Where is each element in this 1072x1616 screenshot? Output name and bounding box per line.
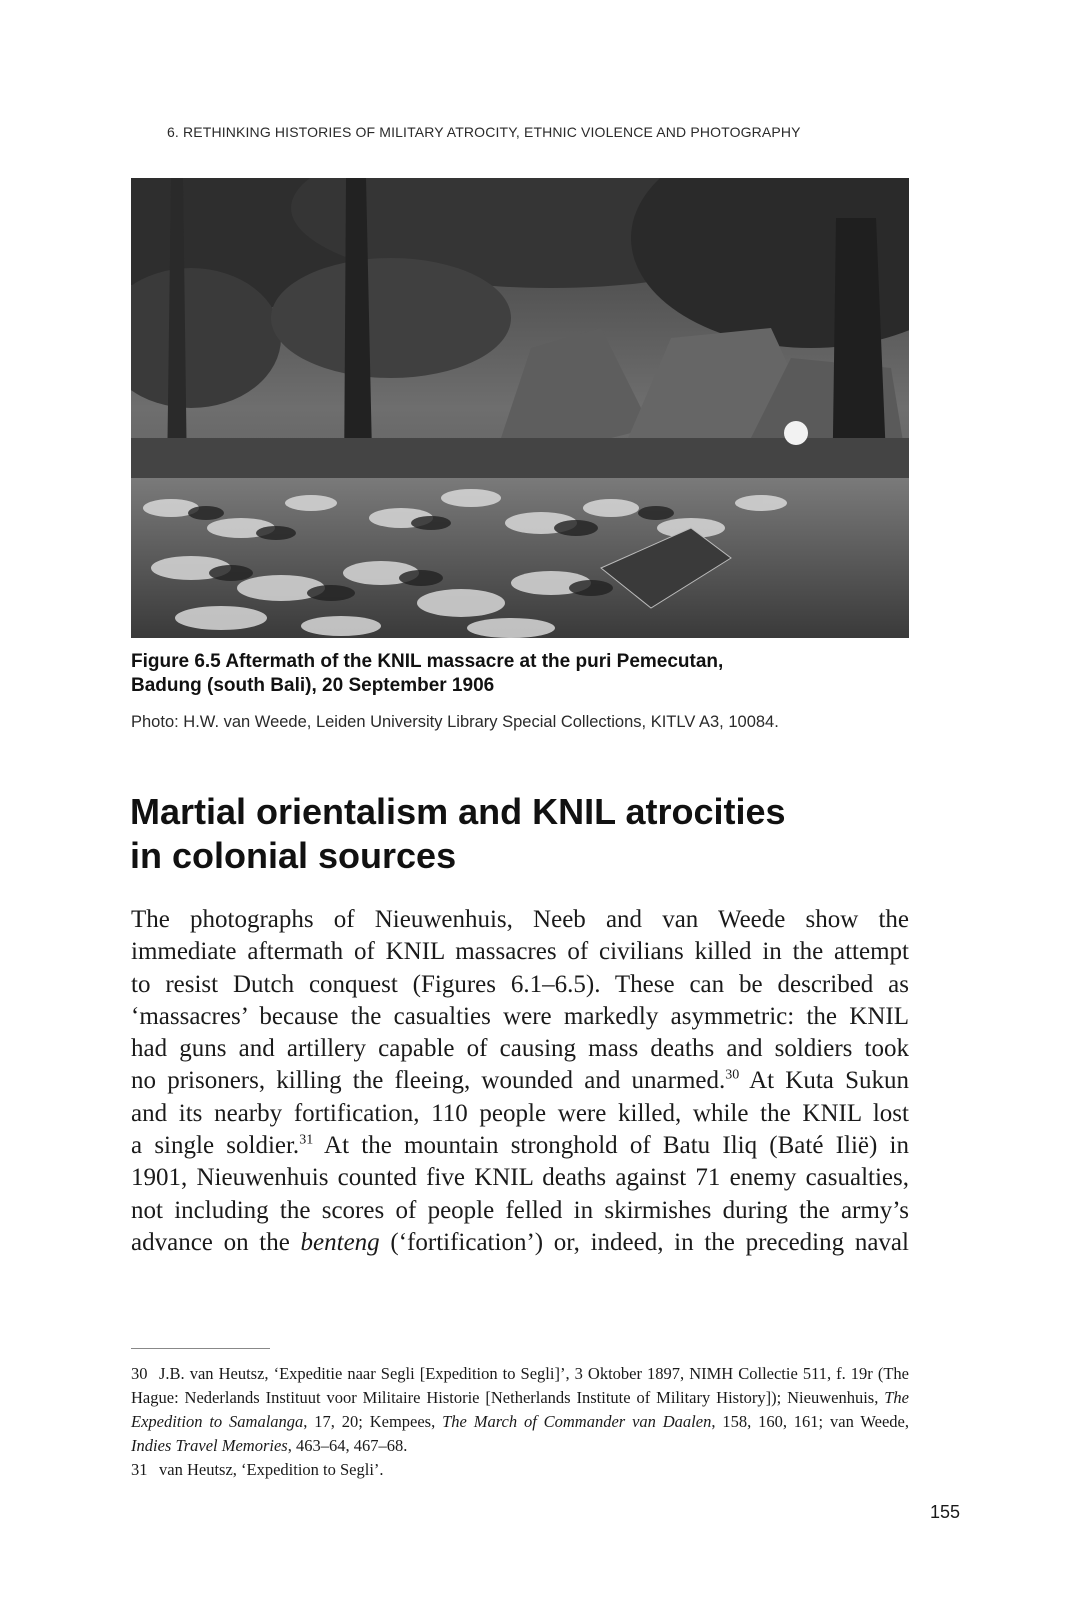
body-line: not including the scores of people felled in skirmishes during the army’s xyxy=(131,1196,909,1224)
body-text-segment: At Kuta Sukun xyxy=(739,1067,909,1095)
footnote-number: 30 xyxy=(131,1364,148,1383)
body-line xyxy=(131,1227,909,1259)
footnote-31 xyxy=(131,1458,909,1482)
body-paragraph xyxy=(131,904,909,1259)
body-text-segment: At the mountain stronghold of Batu Iliq (Baté Iliё) in xyxy=(313,1132,909,1160)
body-line xyxy=(131,1130,909,1162)
section-heading-line-2: in colonial sources xyxy=(130,835,457,876)
figure-caption-line-2: Badung (south Bali), 20 September 1906 xyxy=(131,675,495,696)
running-head: 6. RETHINKING HISTORIES OF MILITARY ATROCITY, ETHNIC VIOLENCE AND PHOTOGRAPHY xyxy=(167,124,801,140)
figure-photograph xyxy=(131,178,909,638)
figure-credit: Photo: H.W. van Weede, Leiden University Library Special Collections, KITLV A3, 10084. xyxy=(131,713,779,731)
footnote-title: Indies Travel Memories xyxy=(131,1436,288,1455)
body-text-segment: no prisoners, killing the fleeing, wounded and unarmed. xyxy=(131,1067,726,1095)
footnote-text: , 17, 20; Kempees, xyxy=(303,1412,443,1431)
page-number: 155 xyxy=(930,1502,961,1522)
figure-caption xyxy=(131,650,911,698)
body-line: and its nearby fortification, 110 people were killed, while the KNIL lost xyxy=(131,1099,909,1127)
figure-caption-line-1: Figure 6.5 Aftermath of the KNIL massacre at the puri Pemecutan, xyxy=(131,651,724,672)
footnote-title: The Expedition to Samalanga xyxy=(131,1388,909,1431)
footnote-ref-31[interactable]: 31 xyxy=(299,1132,314,1148)
body-line: 1901, Nieuwenhuis counted five KNIL deaths against 71 enemy casualties, xyxy=(131,1164,909,1192)
footnote-title: The March of Commander van Daalen xyxy=(442,1412,712,1431)
body-text-segment: (‘fortification’) or, indeed, in the preceding naval xyxy=(379,1228,909,1256)
section-heading xyxy=(130,790,910,878)
footnote-divider xyxy=(131,1348,270,1349)
section-heading-line-1: Martial orientalism and KNIL atrocities xyxy=(130,791,786,832)
body-line: ‘massacres’ because the casualties were markedly asymmetric: the KNIL xyxy=(131,1002,909,1030)
footnote-text: van Heutsz, ‘Expedition to Segli’. xyxy=(159,1460,384,1479)
italic-term: benteng xyxy=(300,1228,380,1256)
footnote-text: , 158, 160, 161; van Weede, xyxy=(711,1412,909,1431)
footnote-number: 31 xyxy=(131,1460,148,1479)
footnote-text: J.B. van Heutsz, ‘Expeditie naar Segli [Expedition to Segli]’, 3 Oktober 1897, NIMH Collectie 511, f. 19r (The Hague: Nederlands Instituut voor Militaire Historie [Netherlands Institute of Military History]); Nieuwenhuis, xyxy=(131,1364,909,1407)
footnote-30 xyxy=(131,1362,909,1458)
body-text-segment: advance on the xyxy=(131,1228,301,1256)
photo-illustration xyxy=(131,178,909,638)
footnote-text: , 463–64, 467–68. xyxy=(287,1436,408,1455)
body-line: immediate aftermath of KNIL massacres of civilians killed in the attempt xyxy=(131,938,909,966)
footnotes xyxy=(131,1362,909,1482)
body-line: The photographs of Nieuwenhuis, Neeb and van Weede show the xyxy=(131,906,909,933)
footnote-ref-30[interactable]: 30 xyxy=(725,1068,740,1084)
body-line xyxy=(131,1065,909,1097)
body-text-segment: a single soldier. xyxy=(131,1132,300,1160)
body-line: to resist Dutch conquest (Figures 6.1–6.5). These can be described as xyxy=(131,970,909,998)
body-line: had guns and artillery capable of causing mass deaths and soldiers took xyxy=(131,1035,909,1063)
